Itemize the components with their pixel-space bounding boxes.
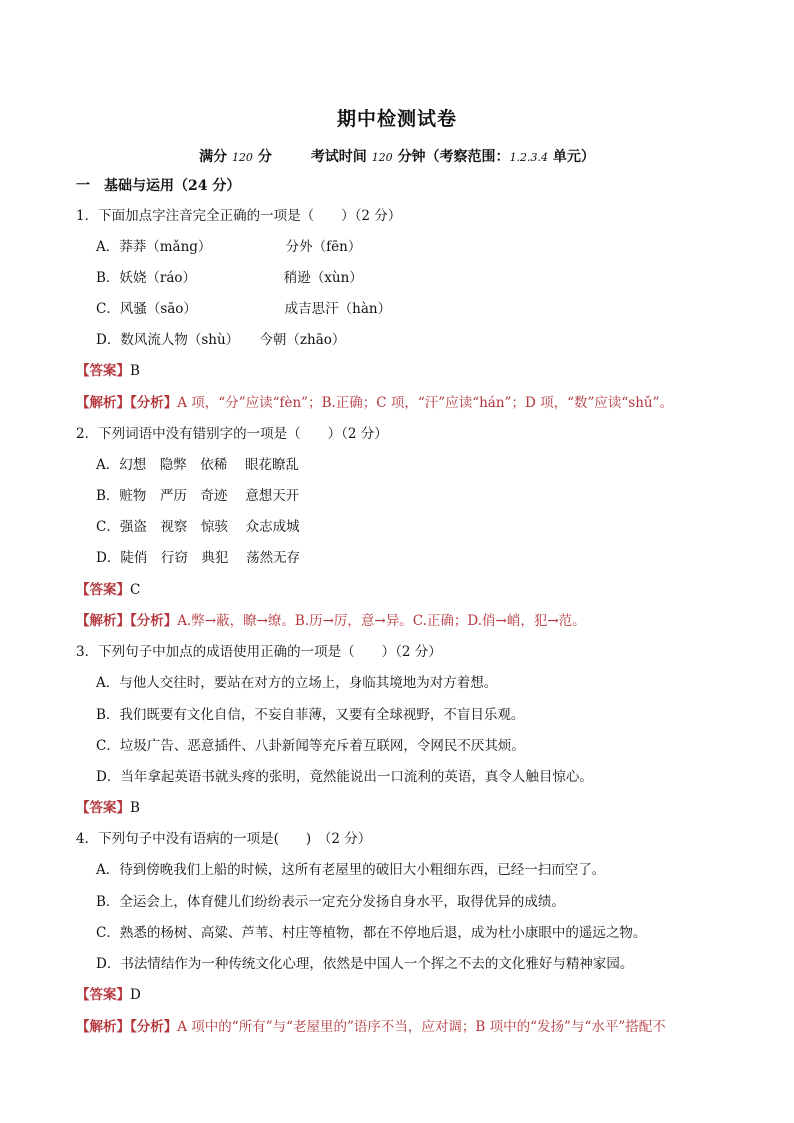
time-label: 考试时间 bbox=[310, 149, 367, 165]
question-option: B．赃物 严历 奇迹 意想天开 bbox=[96, 488, 300, 504]
analysis-line bbox=[76, 394, 673, 412]
question-option: C．垃圾广告、恶意插件、八卦新闻等充斥着互联网，令网民不厌其烦。 bbox=[96, 738, 525, 754]
answer-label: 【答案】 bbox=[76, 800, 130, 816]
question-option: B．全运会上，体育健儿们纷纷表示一定充分发扬自身水平，取得优异的成绩。 bbox=[96, 894, 565, 910]
question-option: D．陡俏 行窃 典犯 荡然无存 bbox=[96, 550, 301, 566]
question-option: A．幻想 隐弊 依稀 眼花瞭乱 bbox=[96, 457, 300, 473]
question-option: D．书法情结作为一种传统文化心理，依然是中国人一个挥之不去的文化雅好与精神家园。 bbox=[96, 956, 634, 972]
analysis-label: 【解析】【分析】 bbox=[76, 395, 178, 411]
question-option: D．当年拿起英语书就头疼的张明，竟然能说出一口流利的英语，真令人触目惊心。 bbox=[96, 769, 593, 785]
question-option: C．熟悉的杨树、高粱、芦苇、村庄等植物，都在不停地后退，成为杜小康眼中的遥远之物。 bbox=[96, 925, 647, 941]
question-stem: 3．下列句子中加点的成语使用正确的一项是（ ）（2 分） bbox=[76, 644, 442, 660]
analysis-text: A 项中的“所有”与“老屋里的”语序不当，应对调；B 项中的“发扬”与“水平”搭配不 bbox=[177, 1019, 666, 1035]
question-option: A．与他人交往时，要站在对方的立场上，身临其境地为对方着想。 bbox=[96, 675, 498, 691]
answer-value: D bbox=[130, 987, 141, 1003]
analysis-label: 【解析】【分析】 bbox=[76, 613, 178, 629]
question-option: B．我们既要有文化自信，不妄自菲薄，又要有全球视野，不盲目乐观。 bbox=[96, 707, 525, 723]
score-unit: 分 bbox=[257, 149, 272, 165]
question-option: A．莽莽（mǎng） 分外（fēn） bbox=[96, 239, 362, 255]
analysis-line bbox=[76, 1018, 666, 1036]
full-score-label: 满分 bbox=[199, 149, 228, 165]
time-unit: 分钟（考察范围： bbox=[397, 149, 510, 165]
question-option: C．风骚（sāo） 成吉思汗（hàn） bbox=[96, 301, 392, 317]
units-suffix: 单元） bbox=[552, 149, 595, 165]
analysis-text: A 项，“分”应读“fèn”；B.正确；C 项，“汗”应读“hán”；D 项，“数”应读“shǔ”。 bbox=[177, 395, 673, 411]
answer-label: 【答案】 bbox=[76, 582, 130, 598]
answer-value: B bbox=[130, 363, 140, 379]
question-stem: 4．下列句子中没有语病的一项是( ) （2 分） bbox=[76, 831, 372, 847]
full-score-value: 120 bbox=[231, 151, 253, 164]
analysis-line bbox=[76, 612, 586, 630]
question-stem: 2．下列词语中没有错别字的一项是（ ）（2 分） bbox=[76, 426, 388, 442]
question-option: C．强盗 视察 惊骇 众志成城 bbox=[96, 519, 300, 535]
answer-label: 【答案】 bbox=[76, 987, 130, 1003]
question-option: A．待到傍晚我们上船的时候，这所有老屋里的破旧大小粗细东西，已经一扫而空了。 bbox=[96, 862, 606, 878]
time-value: 120 bbox=[371, 151, 393, 164]
answer-value: B bbox=[130, 800, 140, 816]
units-value: 1.2.3.4 bbox=[509, 151, 549, 164]
answer-line bbox=[76, 362, 140, 380]
answer-line bbox=[76, 986, 141, 1004]
page-title: 期中检测试卷 bbox=[336, 108, 457, 130]
answer-value: C bbox=[130, 582, 141, 598]
answer-line bbox=[76, 581, 140, 599]
question-stem: 1．下面加点字注音完全正确的一项是（ ）（2 分） bbox=[76, 208, 402, 224]
exam-info bbox=[0, 146, 794, 166]
answer-line bbox=[76, 799, 140, 817]
analysis-label: 【解析】【分析】 bbox=[76, 1019, 178, 1035]
analysis-text: A.弊→蔽，瞭→缭。B.历→厉，意→异。C.正确；D.俏→峭，犯→范。 bbox=[177, 613, 586, 629]
section-heading: 一 基础与运用（24 分） bbox=[76, 178, 241, 194]
answer-label: 【答案】 bbox=[76, 363, 130, 379]
question-option: D．数风流人物（shù） 今朝（zhāo） bbox=[96, 332, 346, 348]
question-option: B．妖娆（ráo） 稍逊（xùn） bbox=[96, 270, 363, 286]
